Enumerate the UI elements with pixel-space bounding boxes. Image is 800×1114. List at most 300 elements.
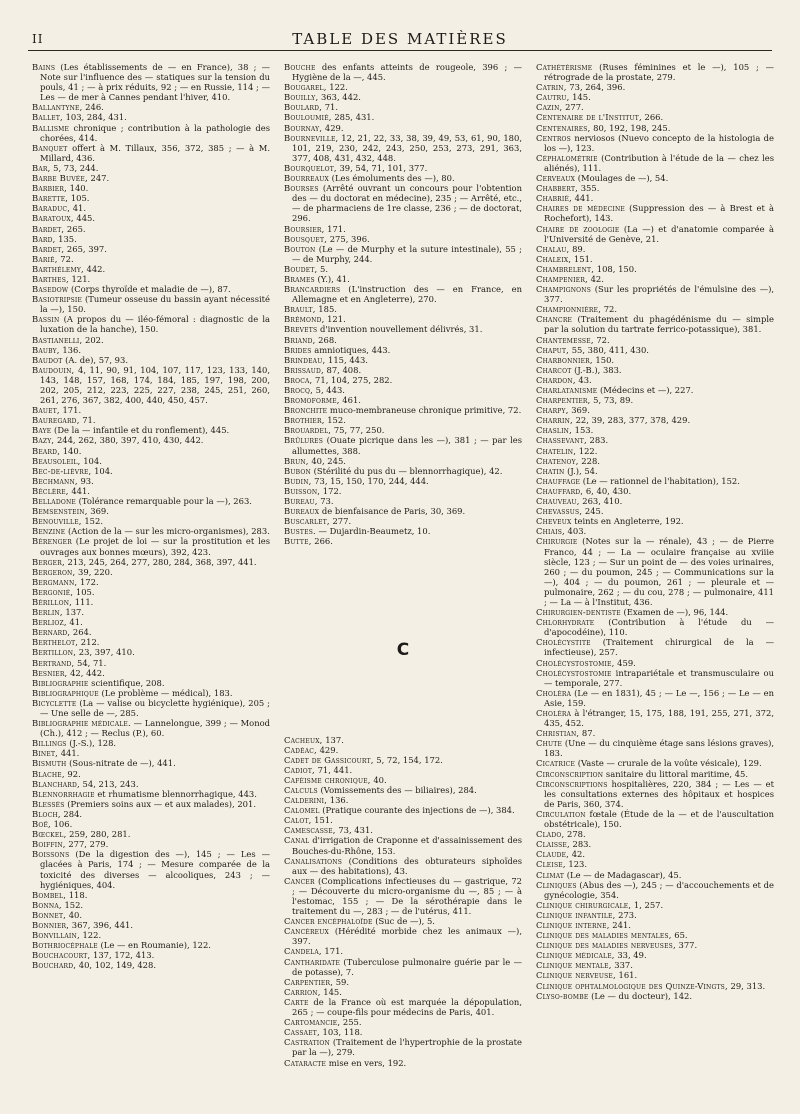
index-references: (De la digestion des —), 145 ; — Les — glacées à Paris, 174 ; — Mesure comparée de la toxicité des diverses — alcooliques, 243 ; — hygiéniques, 404. [40, 849, 270, 890]
index-entry [32, 345, 270, 355]
index-references: des enfants atteints de rougeole, 396 ; — Hygiène de la —, 445. [292, 62, 522, 83]
index-entry [32, 758, 270, 768]
index-entry [32, 213, 270, 223]
index-references: 5, 72, 154, 172. [373, 754, 443, 765]
index-headword: Bubon [284, 465, 311, 476]
index-entry [536, 405, 774, 415]
index-entry [32, 960, 270, 970]
index-entry [32, 597, 270, 607]
index-headword: Bechmann, [32, 475, 78, 486]
index-headword: Cliniques [536, 879, 577, 890]
index-entry [32, 769, 270, 779]
index-entry [284, 946, 522, 956]
index-headword: Bromoforme, [284, 395, 340, 406]
index-references: (Notes sur la — rénale), 43 ; — de Pierre Franco, 44 ; — La — oculaire française au xviiie siècle, 123 ; — Sur un point de — des voies urinaires, 260 ; — du poumon, 245 ; — Communications sur la —), 404 ; — du poumon, 261 ; — pleurale et — pulmonaire, 262 ; — du cou, 278 ; — pulmonaire, 411 ; — La — à l'Institut, 436. [544, 536, 774, 607]
index-references: 80, 192, 198, 245. [590, 122, 671, 133]
index-entry [536, 688, 774, 708]
index-references: mise en vers, 192. [326, 1057, 407, 1068]
index-entry [284, 456, 522, 466]
index-headword: Bouche [284, 62, 316, 72]
index-headword: Bougarel, [284, 82, 327, 93]
index-references: fœtale (Étude de la — et de l'auscultation obstétricale), 150. [544, 808, 774, 830]
index-headword: Chardon, [536, 374, 576, 385]
index-entry [284, 735, 522, 745]
index-headword: Boissons [32, 849, 70, 860]
index-references: (Médecins et —), 227. [597, 385, 694, 395]
index-references: (Les établissements de — en France), 38 ; — Note sur l'influence des — statiques sur la tension du pouls, 41 ; — à prix réduits, 92 ; — en Russie, 114 ; — Les — de mer à Cannes pendant l'hiver, 410. [40, 62, 270, 103]
index-references: (Une — du cinquième étage sans lésions graves), 183. [544, 738, 774, 759]
index-entry [32, 355, 270, 365]
index-entry [536, 758, 774, 768]
index-headword: Clado, [536, 829, 565, 840]
index-headword: Buisson, [284, 485, 321, 496]
index-headword: Chatenoy, [536, 455, 579, 466]
index-headword: Bombel, [32, 889, 67, 900]
index-entry [284, 425, 522, 435]
index-headword: Blanchard, [32, 778, 80, 789]
index-references: (Suppression des — à Brest et à Rochefort), 143. [544, 203, 774, 224]
index-references: 106. [50, 819, 73, 830]
index-references: 111. [72, 596, 94, 607]
index-headword: Berlioz, [32, 617, 67, 628]
index-references: (Vaste — crurale de la voûte vésicale), 129. [575, 758, 762, 769]
index-entry [32, 264, 270, 274]
index-entry [284, 876, 522, 916]
index-headword: Bloch, [32, 808, 61, 819]
index-headword: Basiotripsie [32, 294, 83, 305]
index-references: 29, 313. [727, 980, 766, 991]
index-entry [536, 304, 774, 314]
index-entry [284, 173, 522, 183]
index-entry [284, 335, 522, 345]
index-references: 42, 442. [67, 667, 105, 678]
index-entry [32, 799, 270, 809]
index-headword: Bassin [32, 314, 60, 325]
index-headword: Boë, [32, 819, 51, 830]
index-entry [284, 304, 522, 314]
index-entry [284, 415, 522, 425]
index-references: 108, 150. [594, 263, 637, 274]
index-entry [32, 587, 270, 597]
index-entry [536, 536, 774, 607]
index-headword: Bousquet, [284, 233, 328, 244]
index-references: (Le — rationnel de l'habitation), 152. [580, 475, 740, 486]
index-entry [536, 991, 774, 1001]
index-headword: Belladone [32, 496, 76, 507]
index-entry [32, 920, 270, 930]
index-references: 105. [73, 586, 95, 597]
index-entry [536, 355, 774, 365]
index-headword: Chirurgie [536, 536, 578, 547]
index-headword: Bastianelli, [32, 334, 83, 345]
index-headword: Beausoleil, [32, 455, 81, 466]
index-entry [32, 183, 270, 193]
index-entry [32, 466, 270, 476]
index-references: (Vomissements des — biliaires), 284. [317, 784, 477, 795]
index-references: (Le — de Madagascar), 45. [564, 869, 682, 880]
index-references: 54, 71. [74, 657, 107, 668]
index-references: de bienfaisance de Paris, 30, 369. [319, 506, 466, 517]
index-headword: Blache, [32, 768, 65, 779]
index-headword: Choléra [536, 708, 572, 718]
index-entry [536, 859, 774, 869]
index-entry [32, 62, 270, 102]
index-headword: Brevets [284, 324, 318, 335]
index-references: à l'étranger, 15, 175, 188, 191, 255, 271, 372, 435, 452. [544, 708, 774, 729]
index-references: 277, 279. [65, 839, 109, 850]
index-entry [536, 385, 774, 395]
index-headword: Bourreaux [284, 173, 330, 184]
index-references: 145. [320, 986, 342, 997]
index-references: 72. [601, 304, 618, 315]
index-references: 59. [333, 976, 350, 987]
index-entry [32, 890, 270, 900]
index-references: 41. [70, 203, 87, 214]
index-references: (Ruses féminines et le —), 105 ; — rétrograde de la prostate, 279. [544, 62, 774, 83]
index-headword: Bardet, [32, 223, 65, 234]
index-entry [284, 977, 522, 987]
index-entry [32, 668, 270, 678]
index-entry [536, 617, 774, 637]
index-references: 71. [79, 415, 96, 426]
index-entry [32, 809, 270, 819]
index-entry [32, 163, 270, 173]
index-entry [32, 567, 270, 577]
index-entry [284, 345, 522, 355]
index-entry [32, 718, 270, 738]
index-references: (J.), 54. [564, 465, 598, 476]
index-headword: Cartomancie, [284, 1017, 341, 1028]
index-entry [536, 506, 774, 516]
index-entry [284, 1017, 522, 1027]
index-headword: Cancer encéphaloïde [284, 916, 373, 927]
index-references: 337. [611, 960, 633, 971]
index-headword: Candela, [284, 946, 322, 957]
index-entry [284, 476, 522, 486]
index-headword: Chabrié, [536, 193, 572, 204]
index-headword: Chauffage [536, 475, 581, 486]
index-references: 284. [60, 808, 83, 819]
index-headword: Bard, [32, 233, 56, 244]
index-references: 136. [59, 344, 81, 355]
index-references: 152. [61, 899, 84, 910]
index-entry [536, 446, 774, 456]
index-entry [536, 203, 774, 223]
index-entry [284, 365, 522, 375]
index-references: 43. [575, 374, 592, 385]
index-entry [536, 476, 774, 486]
index-headword: Baratoux, [32, 213, 74, 224]
index-references: 122. [79, 930, 102, 941]
index-headword: Chauffard, [536, 485, 584, 496]
index-entry [284, 785, 522, 795]
index-headword: Beard, [32, 445, 61, 456]
index-references: hospitalières, 220, 384 ; — Les — et les consultations externes des hôpitaux et hospices de Paris, 360, 374. [544, 778, 774, 809]
index-entry [32, 779, 270, 789]
index-references: 246. [82, 102, 104, 113]
index-entry [32, 738, 270, 748]
index-references: (Ouate picrique dans les —), 381 ; — par les allumettes, 388. [292, 435, 522, 456]
index-headword: Chabbert, [536, 183, 579, 194]
index-references: 140. [60, 445, 82, 456]
index-references: (Traitement du phagédénisme du — simple par la solution du tartrate ferrico-potassique), 381. [544, 314, 774, 335]
index-headword: Charcot [536, 364, 572, 375]
index-headword: Calot, [284, 815, 312, 826]
index-entry [536, 607, 774, 617]
index-entry [32, 829, 270, 839]
index-references: 104. [80, 455, 102, 466]
index-references: 153. [571, 425, 594, 436]
index-references: 172. [320, 485, 342, 496]
index-headword: Brancardiers [284, 284, 341, 295]
index-headword: Charbonnier, [536, 354, 593, 365]
index-headword: Carrion, [284, 986, 321, 997]
index-references: 103, 284, 431. [62, 112, 127, 123]
index-headword: Billings [32, 738, 67, 749]
index-references: 228. [578, 455, 600, 466]
index-headword: Bergeron, [32, 566, 76, 577]
index-references: 65. [671, 930, 688, 941]
index-references: 137, 172, 413. [90, 950, 155, 961]
index-headword: Bemsenstein, [32, 506, 88, 517]
index-headword: Bibliographique [32, 687, 99, 698]
index-entry [32, 506, 270, 516]
index-references: 5, 443. [312, 385, 345, 395]
index-headword: Cerveaux [536, 173, 576, 184]
index-headword: Bournay, [284, 122, 323, 133]
index-references: (Corps thyroïde et maladie de —), 87. [68, 284, 231, 295]
index-references: offert à M. Tillaux, 356, 372, 385 ; — à M. Millard, 436. [40, 142, 270, 163]
index-entry [536, 274, 774, 284]
section-letter-heading: C [396, 639, 410, 660]
index-headword: Cleise, [536, 859, 566, 870]
index-entry [32, 496, 270, 506]
index-headword: Brouardel, [284, 425, 332, 436]
index-headword: Barette, [32, 193, 69, 204]
index-headword: Bureaux [284, 506, 320, 517]
index-headword: Berthelot, [32, 637, 79, 648]
index-headword: Clinique chirurgicale, [536, 899, 632, 910]
index-entry [536, 880, 774, 900]
index-references: 247. [87, 173, 110, 184]
index-entry [284, 805, 522, 815]
index-headword: Boursier, [284, 223, 325, 234]
page-title: TABLE DES MATIÈRES [292, 30, 508, 48]
index-headword: Boulard, [284, 102, 323, 113]
index-references: 40, 245. [308, 455, 346, 466]
index-references: 441. [68, 485, 90, 496]
index-headword: Cicatrice [536, 758, 576, 769]
index-references: 41. [66, 617, 83, 628]
index-headword: Brissaud, [284, 364, 324, 375]
index-references: 283. [569, 839, 592, 850]
index-references: (Sous-nitrate de —), 441. [66, 758, 176, 769]
index-references: 202. [82, 334, 104, 345]
index-entry [284, 775, 522, 785]
index-references: 39, 54, 71, 101, 377. [336, 162, 428, 173]
index-entry [32, 940, 270, 950]
index-entry [284, 825, 522, 835]
index-headword: Chaires de médecine [536, 203, 625, 214]
index-references: 72. [57, 253, 74, 264]
index-headword: Clinique interne, [536, 919, 610, 930]
index-entry [284, 102, 522, 112]
index-entry [536, 829, 774, 839]
index-references: 118. [66, 889, 88, 900]
index-entry [536, 335, 774, 345]
index-entry [32, 536, 270, 556]
index-headword: Ballet, [32, 112, 63, 123]
index-entry [32, 789, 270, 799]
index-references: 135. [55, 233, 77, 244]
index-headword: Brides [284, 344, 312, 355]
index-references: 39, 220. [75, 566, 113, 577]
index-entry [32, 658, 270, 668]
index-entry [32, 112, 270, 122]
index-references: 92. [64, 768, 81, 779]
index-entry [284, 375, 522, 385]
index-entry [32, 900, 270, 910]
index-headword: Chalau, [536, 243, 570, 254]
index-entry [536, 870, 774, 880]
index-references: 115, 443. [325, 354, 368, 365]
index-entry [32, 244, 270, 254]
index-references: (Y.), 41. [314, 273, 350, 284]
index-references: 55, 380, 411, 430. [569, 344, 649, 355]
index-entry [32, 335, 270, 345]
index-headword: Besnier, [32, 667, 68, 678]
index-references: 277. [562, 102, 584, 113]
index-entry [32, 476, 270, 486]
index-headword: Benouville, [32, 516, 82, 527]
index-entry [284, 1027, 522, 1037]
index-headword: Bauby, [32, 344, 60, 355]
index-headword: Barbier, [32, 183, 67, 194]
index-references: (Tuberculose pulmonaire guérie par le — de potasse), 7. [292, 956, 522, 977]
index-references: 266. [641, 112, 664, 123]
index-headword: Bustes. [284, 526, 316, 537]
index-references: 285, 431. [331, 112, 375, 123]
index-headword: Bouchacourt, [32, 950, 91, 961]
index-references: 23, 397, 410. [76, 647, 135, 658]
index-headword: Banquet [32, 142, 68, 153]
index-references: (Les émoluments des —), 80. [329, 173, 455, 184]
index-entry [32, 224, 270, 234]
index-references: 136. [327, 795, 349, 806]
index-headword: Blennorrhagie [32, 788, 95, 799]
index-entry [536, 849, 774, 859]
index-headword: Chaslin, [536, 425, 572, 436]
index-entry [536, 839, 774, 849]
index-references: 40. [66, 909, 83, 920]
index-references: (Le projet de loi — sur la prostitution et les ouvrages aux bonnes mœurs), 392, 423. [40, 536, 270, 557]
index-headword: Benzine [32, 526, 66, 537]
index-entry [32, 365, 270, 405]
index-entry [32, 486, 270, 496]
index-references: 40, 102, 149, 428. [76, 960, 156, 971]
index-references: (Conditions des obturateurs siphoïdes aux — des habitations), 43. [292, 855, 522, 876]
index-entry [536, 264, 774, 274]
index-entry [536, 224, 774, 244]
index-headword: Championnière, [536, 304, 602, 315]
index-headword: Cadet de Gassicourt, [284, 754, 374, 765]
index-references: 73. [317, 496, 334, 507]
index-references: 185. [315, 304, 337, 315]
index-entry [284, 957, 522, 977]
index-headword: Bazy, [32, 435, 55, 446]
index-headword: Chantemesse, [536, 334, 594, 345]
index-entry [32, 678, 270, 688]
index-entry [536, 466, 774, 476]
index-headword: Chirurgien-dentiste [536, 607, 621, 618]
index-headword: Bertillon, [32, 647, 77, 658]
index-references: nerviosos (Nuevo concepto de la histologia de los —), 123. [544, 132, 774, 153]
index-entry [536, 456, 774, 466]
index-headword: Bauet, [32, 405, 60, 416]
index-entry [536, 658, 774, 668]
index-entry [284, 997, 522, 1017]
index-references: 103, 118. [319, 1027, 363, 1038]
index-headword: Bothriocéphale [32, 940, 98, 951]
index-headword: Ballisme [32, 122, 70, 133]
index-headword: Claude, [536, 849, 570, 860]
index-headword: Chancre [536, 314, 573, 325]
index-references: d'irrigation de Craponne et d'assainissement des Bouches-du-Rhône, 153. [292, 835, 522, 856]
index-entry [536, 779, 774, 809]
index-references: 441. [571, 193, 594, 204]
index-references: 255. [340, 1017, 362, 1028]
index-entry [32, 950, 270, 960]
index-headword: Charrin, [536, 415, 573, 426]
index-headword: Boudet, [284, 263, 318, 274]
index-references: 367, 396, 441. [69, 919, 134, 930]
index-entry [32, 839, 270, 849]
index-entry [536, 102, 774, 112]
index-references: teints en Angleterre, 192. [571, 516, 684, 527]
index-headword: Bergmann, [32, 576, 78, 587]
index-entry [32, 284, 270, 294]
index-entry [284, 755, 522, 765]
index-headword: Camescasse, [284, 825, 336, 836]
index-headword: Chute [536, 738, 563, 749]
index-references: (Stérilité du pus du — blennorrhagique), 42. [310, 465, 503, 476]
index-headword: Bar, [32, 162, 51, 173]
index-references: 71, 104, 275, 282. [312, 374, 393, 385]
index-references: (Contribution à l'étude de la — chez les aliénés), 111. [544, 152, 774, 173]
index-headword: Bouton [284, 243, 316, 254]
index-headword: Clinique nerveuse, [536, 970, 616, 981]
index-headword: Clyso-bombe [536, 990, 589, 1001]
index-headword: Barthes, [32, 273, 69, 284]
index-headword: Charlatanisme [536, 385, 598, 395]
index-references: (Complications infectieuses du — gastrique, 72 ; — Découverte du micro-organisme du —, 85 ; — à l'estomac, 155 ; — De la sérothérapie dans le traitement du —, 283 ; — de l'utérus, 411. [292, 875, 522, 917]
index-references: 355. [578, 183, 600, 194]
index-entry [284, 284, 522, 304]
index-references: 265. [64, 223, 86, 234]
index-columns [32, 62, 776, 1102]
index-entry [536, 153, 774, 173]
index-headword: Catrin, [536, 82, 567, 93]
index-entry [284, 385, 522, 395]
index-entry [536, 425, 774, 435]
index-references: 151. [311, 815, 333, 826]
index-headword: Calculs [284, 784, 318, 795]
index-references: 213, 245, 264, 277, 280, 284, 368, 397, 441. [64, 556, 257, 567]
index-headword: Centenaire de l'Institut, [536, 112, 642, 123]
index-headword: Chambrelent, [536, 263, 595, 274]
index-references: scientifique, 208. [88, 677, 165, 688]
index-references: 140. [66, 183, 89, 194]
